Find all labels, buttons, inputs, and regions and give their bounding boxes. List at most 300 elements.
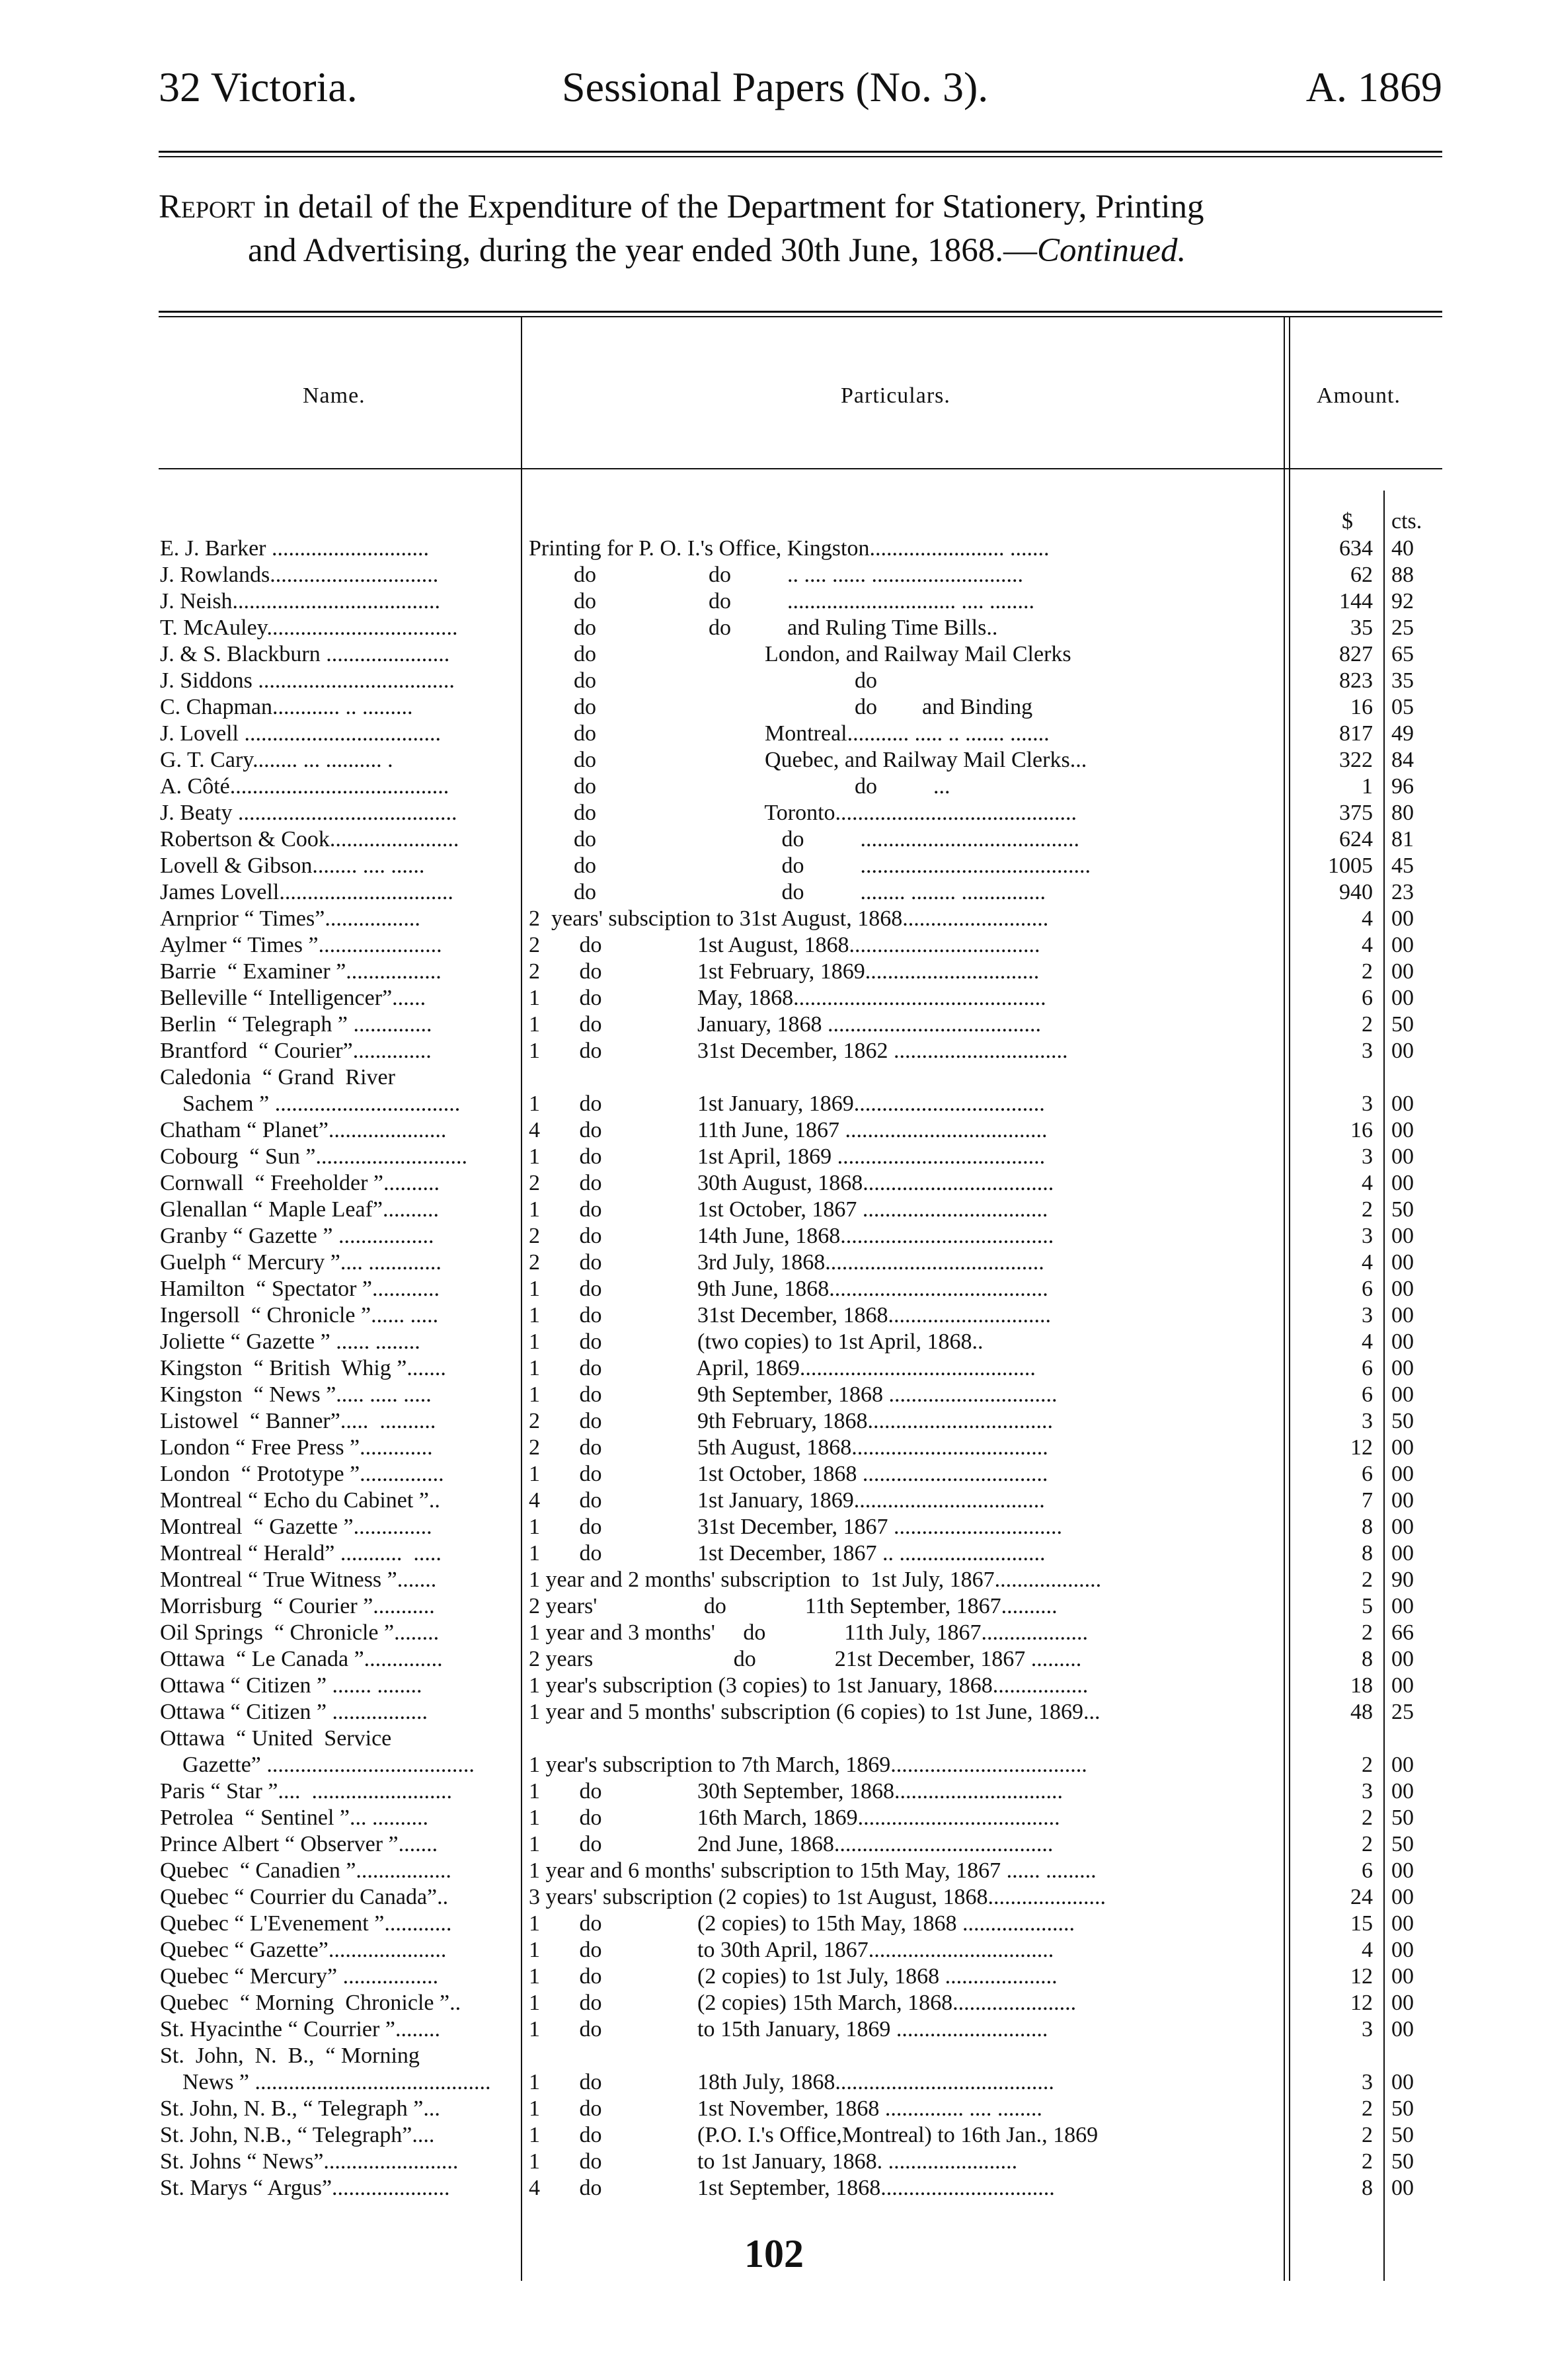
- payee-name: Guelph “ Mercury ”.... .............: [160, 1250, 442, 1275]
- amount-dollars: 8: [1362, 2176, 1373, 2200]
- particulars: do London, and Railway Mail Clerks: [529, 642, 1071, 666]
- amount-dollars: 2: [1362, 1197, 1373, 1222]
- payee-name: Montreal “ Gazette ”..............: [160, 1515, 432, 1539]
- payee-name: St. John, N. B., “ Morning: [160, 2043, 420, 2068]
- particulars: 1 do April, 1869..........................................: [529, 1356, 1036, 1380]
- amount-cents: 25: [1391, 615, 1414, 640]
- particulars: do do .........................................: [529, 853, 1091, 878]
- particulars: do do: [529, 668, 877, 693]
- amount-dollars: 322: [1339, 748, 1373, 772]
- particulars: 1 do 1st October, 1867 .................................: [529, 1197, 1048, 1222]
- amount-dollars: 2: [1362, 1805, 1373, 1830]
- payee-name-continued: Gazette” .....................................: [160, 1753, 475, 1777]
- particulars: 1 do to 30th April, 1867.................................: [529, 1938, 1054, 1962]
- payee-name: J. Lovell ...................................: [160, 721, 441, 746]
- amount-cents: 00: [1391, 1382, 1414, 1407]
- amount-cents: 66: [1391, 1620, 1414, 1645]
- amount-dollars: 7: [1362, 1488, 1373, 1513]
- table-row: [159, 1858, 1442, 1884]
- amount-dollars: 634: [1339, 536, 1373, 561]
- table-row: [159, 2149, 1442, 2175]
- amount-dollars: 1: [1362, 774, 1373, 799]
- payee-name: G. T. Cary........ ... .......... .: [160, 748, 393, 772]
- particulars: 2 do 3rd July, 1868.......................................: [529, 1250, 1044, 1275]
- particulars: 3 years' subscription (2 copies) to 1st August, 1868.....................: [529, 1885, 1106, 1909]
- particulars: 2 years' subsciption to 31st August, 1868..........................: [529, 906, 1049, 931]
- amount-cents: 00: [1391, 1144, 1414, 1169]
- amount-cents: 00: [1391, 1779, 1414, 1804]
- table-row: [159, 853, 1442, 879]
- table-row: [159, 1964, 1442, 1990]
- payee-name: Kingston “ British Whig ”.......: [160, 1356, 446, 1380]
- payee-name: J. Neish.....................................: [160, 589, 441, 614]
- particulars: 1 do 16th March, 1869....................................: [529, 1805, 1060, 1830]
- table-row: [159, 668, 1442, 694]
- amount-cents: 50: [1391, 1012, 1414, 1037]
- payee-name: Oil Springs “ Chronicle ”........: [160, 1620, 440, 1645]
- table-row: [159, 615, 1442, 641]
- amount-cents: 92: [1391, 589, 1414, 614]
- table-row: [159, 1223, 1442, 1250]
- amount-cents: 00: [1391, 1488, 1414, 1513]
- particulars: do do ........ ........ ...............: [529, 880, 1046, 904]
- table-row: [159, 1488, 1442, 1514]
- particulars: 2 do 1st February, 1869...............................: [529, 959, 1040, 984]
- payee-name: Glenallan “ Maple Leaf”..........: [160, 1197, 439, 1222]
- amount-cents: 00: [1391, 1039, 1414, 1063]
- table-row: [159, 721, 1442, 747]
- payee-name: Quebec “ Mercury” .................: [160, 1964, 439, 1989]
- payee-name: Barrie “ Examiner ”.................: [160, 959, 442, 984]
- table-row: [159, 1329, 1442, 1355]
- amount-dollars: 8: [1362, 1515, 1373, 1539]
- payee-name: Arnprior “ Times”.................: [160, 906, 420, 931]
- payee-name: Caledonia “ Grand River: [160, 1065, 395, 1090]
- particulars: do do .......................................: [529, 827, 1079, 852]
- payee-name-continued: News ” ..........................................: [160, 2070, 491, 2094]
- amount-cents: 50: [1391, 2096, 1414, 2121]
- payee-name: London “ Prototype ”...............: [160, 1462, 444, 1486]
- table-row: [159, 1038, 1442, 1064]
- payee-name: St. John, N.B., “ Telegraph”....: [160, 2123, 435, 2147]
- amount-cents: 00: [1391, 906, 1414, 931]
- particulars: 1 do January, 1868 ......................................: [529, 1012, 1042, 1037]
- amount-dollars: 823: [1339, 668, 1373, 693]
- particulars: 4 do 11th June, 1867 ....................................: [529, 1118, 1048, 1142]
- particulars: 1 do 1st January, 1869..................................: [529, 1091, 1045, 1116]
- table-row: [159, 1673, 1442, 1699]
- payee-name: Quebec “ Canadien ”.................: [160, 1858, 451, 1883]
- particulars: 2 do 14th June, 1868......................................: [529, 1224, 1054, 1248]
- table-row: [159, 588, 1442, 615]
- payee-name: E. J. Barker ............................: [160, 536, 430, 561]
- particulars: 1 do 31st December, 1868.............................: [529, 1303, 1052, 1328]
- payee-name: Quebec “ Courrier du Canada”..: [160, 1885, 449, 1909]
- header-sessional-papers: Sessional Papers (No. 3).: [562, 63, 989, 110]
- payee-name: Quebec “ Gazette”.....................: [160, 1938, 447, 1962]
- table-row: [159, 1382, 1442, 1408]
- table-row: [159, 774, 1442, 800]
- amount-dollars: 16: [1350, 695, 1373, 719]
- particulars: 1 year's subscription (3 copies) to 1st January, 1868.................: [529, 1673, 1089, 1698]
- amount-cents: 90: [1391, 1567, 1414, 1592]
- amount-cents: 88: [1391, 563, 1414, 587]
- amount-cents: 00: [1391, 2070, 1414, 2094]
- amount-dollars: 62: [1350, 563, 1373, 587]
- amount-dollars: 144: [1339, 589, 1373, 614]
- amount-dollars: 4: [1362, 906, 1373, 931]
- table-row: [159, 2175, 1442, 2202]
- table-row: [159, 1540, 1442, 1567]
- amount-dollars: 8: [1362, 1647, 1373, 1671]
- amount-cents: 35: [1391, 668, 1414, 693]
- payee-name: Ottawa “ Citizen ” .................: [160, 1700, 428, 1724]
- payee-name: J. Siddons ...................................: [160, 668, 455, 693]
- amount-dollars: 6: [1362, 986, 1373, 1010]
- table-row: [159, 1435, 1442, 1461]
- payee-name: Morrisburg “ Courier ”...........: [160, 1594, 435, 1618]
- payee-name: St. Johns “ News”........................: [160, 2149, 459, 2174]
- amount-dollars: 3: [1362, 1091, 1373, 1116]
- payee-name: J. Rowlands..............................: [160, 563, 439, 587]
- amount-dollars: 24: [1350, 1885, 1373, 1909]
- title-rule: [159, 311, 1442, 313]
- amount-dollars: 1005: [1328, 853, 1373, 878]
- payee-name: St. John, N. B., “ Telegraph ”...: [160, 2096, 440, 2121]
- header-session: 32 Victoria.: [159, 63, 358, 110]
- amount-dollars: 35: [1350, 615, 1373, 640]
- table-row: [159, 1144, 1442, 1170]
- amount-dollars: 6: [1362, 1277, 1373, 1301]
- particulars: 2 years' do 11th September, 1867..........: [529, 1594, 1058, 1618]
- table-row: [159, 1064, 1442, 1117]
- amount-dollars: 4: [1362, 1938, 1373, 1962]
- payee-name: Montreal “ Herald” ........... .....: [160, 1541, 442, 1566]
- amount-cents: 00: [1391, 1329, 1414, 1354]
- particulars: do Toronto...........................................: [529, 801, 1077, 825]
- particulars: 2 do 5th August, 1868...................................: [529, 1435, 1048, 1460]
- column-header-name: Name.: [303, 383, 366, 408]
- particulars: 1 year and 5 months' subscription (6 copies) to 1st June, 1869...: [529, 1700, 1101, 1724]
- table-row: [159, 1117, 1442, 1144]
- amount-cents: 45: [1391, 853, 1414, 878]
- table-row: [159, 1567, 1442, 1593]
- amount-cents: 00: [1391, 1911, 1414, 1936]
- amount-dollars: 5: [1362, 1594, 1373, 1618]
- amount-cents: 50: [1391, 1409, 1414, 1433]
- payee-name: J. Beaty .......................................: [160, 801, 457, 825]
- table-row: [159, 1461, 1442, 1488]
- amount-cents: 23: [1391, 880, 1414, 904]
- particulars: do do ...: [529, 774, 950, 799]
- particulars: 1 do May, 1868.............................................: [529, 986, 1046, 1010]
- particulars: 1 do 30th September, 1868..............................: [529, 1779, 1063, 1804]
- particulars: do do .............................. .... ........: [529, 589, 1034, 614]
- amount-cents: 80: [1391, 801, 1414, 825]
- table-row: [159, 1355, 1442, 1382]
- amount-cents: 00: [1391, 1118, 1414, 1142]
- payee-name: Hamilton “ Spectator ”............: [160, 1277, 440, 1301]
- table-row: [159, 985, 1442, 1012]
- particulars: 2 do 9th February, 1868.................................: [529, 1409, 1053, 1433]
- table-row: [159, 1911, 1442, 1937]
- table-row: [159, 536, 1442, 562]
- amount-dollars: 827: [1339, 642, 1373, 666]
- table-row: [159, 959, 1442, 985]
- table-row: [159, 2096, 1442, 2122]
- particulars: 1 do 1st October, 1868 .................................: [529, 1462, 1048, 1486]
- payee-name: Quebec “ L'Evenement ”............: [160, 1911, 452, 1936]
- payee-name: James Lovell...............................: [160, 880, 453, 904]
- amount-dollars: 48: [1350, 1700, 1373, 1724]
- payee-name: Ottawa “ Citizen ” ....... ........: [160, 1673, 422, 1698]
- particulars: 1 do 1st December, 1867 .. ..........................: [529, 1541, 1046, 1566]
- amount-dollars: 3: [1362, 1303, 1373, 1328]
- table-row: [159, 747, 1442, 774]
- header-rule-thin: [159, 156, 1442, 157]
- particulars: 1 do 9th September, 1868 ..............................: [529, 1382, 1058, 1407]
- amount-dollars: 4: [1362, 1329, 1373, 1354]
- particulars: do do and Ruling Time Bills..: [529, 615, 998, 640]
- amount-dollars: 3: [1362, 1144, 1373, 1169]
- amount-cents: 50: [1391, 1832, 1414, 1856]
- payee-name: Robertson & Cook.......................: [160, 827, 459, 852]
- particulars: do Quebec, and Railway Mail Clerks...: [529, 748, 1087, 772]
- table-row: [159, 826, 1442, 853]
- amount-dollars: 940: [1339, 880, 1373, 904]
- amount-cents: 00: [1391, 2176, 1414, 2200]
- payee-name: Prince Albert “ Observer ”.......: [160, 1832, 438, 1856]
- particulars: 1 year and 6 months' subscription to 15th May, 1867 ...... .........: [529, 1858, 1097, 1883]
- payee-name: Cobourg “ Sun ”...........................: [160, 1144, 467, 1169]
- payee-name: Brantford “ Courier”..............: [160, 1039, 432, 1063]
- column-header-particulars: Particulars.: [841, 383, 950, 408]
- particulars: 2 do 30th August, 1868..................................: [529, 1171, 1054, 1195]
- table-row: [159, 1805, 1442, 1831]
- particulars: 1 year and 3 months' do 11th July, 1867...................: [529, 1620, 1088, 1645]
- table-row: [159, 1170, 1442, 1197]
- table-row: [159, 2016, 1442, 2043]
- payee-name: Ingersoll “ Chronicle ”...... .....: [160, 1303, 439, 1328]
- amount-cents: 00: [1391, 1091, 1414, 1116]
- amount-dollars: 2: [1362, 2096, 1373, 2121]
- expenditure-table: [159, 317, 1442, 2281]
- table-row: [159, 1302, 1442, 1329]
- table-row: [159, 906, 1442, 932]
- amount-dollars: 6: [1362, 1356, 1373, 1380]
- amount-cents: 00: [1391, 1594, 1414, 1618]
- amount-dollars: 8: [1362, 1541, 1373, 1566]
- payee-name: Granby “ Gazette ” .................: [160, 1224, 434, 1248]
- table-row: [159, 1514, 1442, 1540]
- payee-name: Belleville “ Intelligencer”......: [160, 986, 426, 1010]
- amount-cents: 00: [1391, 1356, 1414, 1380]
- payee-name-continued: Sachem ” .................................: [160, 1091, 461, 1116]
- particulars: Printing for P. O. I.'s Office, Kingston........................ .......: [529, 536, 1050, 561]
- table-row: [159, 2043, 1442, 2096]
- amount-dollars: 3: [1362, 2070, 1373, 2094]
- amount-dollars: 2: [1362, 1012, 1373, 1037]
- amount-cents: 00: [1391, 1938, 1414, 1962]
- amount-cents: 00: [1391, 1647, 1414, 1671]
- column-head-rule: [159, 468, 1442, 469]
- particulars: 1 do (2 copies) to 15th May, 1868 ....................: [529, 1911, 1075, 1936]
- payee-name: C. Chapman............ .. .........: [160, 695, 413, 719]
- payee-name: Quebec “ Morning Chronicle ”..: [160, 1991, 461, 2015]
- table-row: [159, 1276, 1442, 1302]
- header-year: A. 1869: [1305, 63, 1442, 110]
- amount-dollars: 2: [1362, 1832, 1373, 1856]
- payee-name: Montreal “ True Witness ”.......: [160, 1567, 437, 1592]
- table-row: [159, 1593, 1442, 1620]
- amount-dollars: 624: [1339, 827, 1373, 852]
- amount-cents: 00: [1391, 1435, 1414, 1460]
- payee-name: London “ Free Press ”.............: [160, 1435, 433, 1460]
- amount-dollars: 2: [1362, 2123, 1373, 2147]
- amount-units-row: [159, 509, 1442, 536]
- amount-cents: 40: [1391, 536, 1414, 561]
- particulars: 1 do 1st April, 1869 .....................................: [529, 1144, 1046, 1169]
- table-row: [159, 1884, 1442, 1911]
- payee-name: Petrolea “ Sentinel ”... ..........: [160, 1805, 429, 1830]
- amount-cents: 65: [1391, 642, 1414, 666]
- amount-dollars: 6: [1362, 1858, 1373, 1883]
- amount-dollars: 16: [1350, 1118, 1373, 1142]
- table-row: [159, 1646, 1442, 1673]
- amount-cents: 50: [1391, 2123, 1414, 2147]
- amount-dollars: 6: [1362, 1382, 1373, 1407]
- payee-name: Chatham “ Planet”.....................: [160, 1118, 447, 1142]
- amount-dollars: 817: [1339, 721, 1373, 746]
- amount-dollars: 18: [1350, 1673, 1373, 1698]
- particulars: 1 do to 15th January, 1869 ...........................: [529, 2017, 1048, 2042]
- amount-cents: 50: [1391, 2149, 1414, 2174]
- amount-dollars: 6: [1362, 1462, 1373, 1486]
- amount-dollars: 3: [1362, 1779, 1373, 1804]
- running-header: [159, 63, 1442, 109]
- particulars: 1 do 31st December, 1867 ..............................: [529, 1515, 1063, 1539]
- page-number: 102: [744, 2232, 804, 2276]
- payee-name: Ottawa “ Le Canada ”..............: [160, 1647, 443, 1671]
- table-row: [159, 1726, 1442, 1778]
- amount-cents: 00: [1391, 933, 1414, 957]
- payee-name: J. & S. Blackburn ......................: [160, 642, 450, 666]
- amount-cents: 00: [1391, 986, 1414, 1010]
- amount-dollars: 2: [1362, 959, 1373, 984]
- amount-cents: 00: [1391, 1462, 1414, 1486]
- amount-dollars: 2: [1362, 2149, 1373, 2174]
- payee-name: T. McAuley..................................: [160, 615, 458, 640]
- amount-dollars: 2: [1362, 1620, 1373, 1645]
- payee-name: Paris “ Star ”.... .........................: [160, 1779, 452, 1804]
- payee-name: Ottawa “ United Service: [160, 1726, 392, 1751]
- particulars: 1 do 1st November, 1868 .............. .... ........: [529, 2096, 1042, 2121]
- amount-dollars: 12: [1350, 1964, 1373, 1989]
- particulars: 1 do (two copies) to 1st April, 1868..: [529, 1329, 984, 1354]
- amount-cents: 00: [1391, 959, 1414, 984]
- amount-cents: 00: [1391, 1673, 1414, 1698]
- table-row: [159, 1699, 1442, 1726]
- amount-dollars: 12: [1350, 1991, 1373, 2015]
- table-row: [159, 1408, 1442, 1435]
- particulars: 4 do 1st January, 1869..................................: [529, 1488, 1045, 1513]
- amount-cents: 00: [1391, 1303, 1414, 1328]
- amount-dollars: 3: [1362, 2017, 1373, 2042]
- amount-dollars: 15: [1350, 1911, 1373, 1936]
- amount-cents: 84: [1391, 748, 1414, 772]
- table-row: [159, 694, 1442, 721]
- header-rule: [159, 151, 1442, 153]
- title-lead: Report: [159, 188, 255, 225]
- payee-name: Lovell & Gibson........ .... ......: [160, 853, 425, 878]
- payee-name: St. Hyacinthe “ Courrier ”........: [160, 2017, 440, 2042]
- particulars: 1 do (P.O. I.'s Office,Montreal) to 16th Jan., 1869: [529, 2123, 1099, 2147]
- table-row: [159, 1012, 1442, 1038]
- particulars: 1 year's subscription to 7th March, 1869...................................: [529, 1753, 1087, 1777]
- table-row: [159, 562, 1442, 588]
- table-row: [159, 1937, 1442, 1964]
- amount-cents: 05: [1391, 695, 1414, 719]
- amount-cents: 00: [1391, 1753, 1414, 1777]
- payee-name: Aylmer “ Times ”......................: [160, 933, 442, 957]
- amount-cents: 96: [1391, 774, 1414, 799]
- payee-name: Kingston “ News ”..... ..... .....: [160, 1382, 432, 1407]
- payee-name: Joliette “ Gazette ” ...... ........: [160, 1329, 420, 1354]
- amount-cents: 00: [1391, 1250, 1414, 1275]
- table-row: [159, 1778, 1442, 1805]
- amount-dollars: 2: [1362, 1753, 1373, 1777]
- table-row: [159, 1990, 1442, 2016]
- table-row: [159, 1250, 1442, 1276]
- particulars: 1 do (2 copies) to 1st July, 1868 ....................: [529, 1964, 1058, 1989]
- amount-cents: 00: [1391, 1224, 1414, 1248]
- amount-dollars: 4: [1362, 1171, 1373, 1195]
- amount-cents: 50: [1391, 1805, 1414, 1830]
- amount-dollars: 3: [1362, 1409, 1373, 1433]
- column-header-amount: Amount.: [1317, 383, 1401, 408]
- particulars: 1 year and 2 months' subscription to 1st July, 1867...................: [529, 1567, 1102, 1592]
- amount-cents: 00: [1391, 1885, 1414, 1909]
- amount-dollars: 12: [1350, 1435, 1373, 1460]
- particulars: 2 do 1st August, 1868..................................: [529, 933, 1040, 957]
- table-row: [159, 2122, 1442, 2149]
- table-row: [159, 641, 1442, 668]
- payee-name: A. Côté.......................................: [160, 774, 449, 799]
- table-row: [159, 879, 1442, 906]
- amount-cents: 81: [1391, 827, 1414, 852]
- title-continued: Continued.: [1037, 232, 1186, 269]
- particulars: do do .. .... ...... ...........................: [529, 563, 1023, 587]
- amount-cents: 00: [1391, 2017, 1414, 2042]
- amount-dollars: 4: [1362, 1250, 1373, 1275]
- amount-dollars: 3: [1362, 1039, 1373, 1063]
- title-line2: and Advertising, during the year ended 30th June, 1868.—: [248, 232, 1038, 269]
- payee-name: Listowel “ Banner”..... ..........: [160, 1409, 436, 1433]
- payee-name: Montreal “ Echo du Cabinet ”..: [160, 1488, 440, 1513]
- particulars: 1 do 31st December, 1862 ...............................: [529, 1039, 1068, 1063]
- amount-dollars: 4: [1362, 933, 1373, 957]
- amount-cents: 00: [1391, 1541, 1414, 1566]
- amount-cents: 00: [1391, 1171, 1414, 1195]
- amount-cents: 00: [1391, 1858, 1414, 1883]
- particulars: 2 years do 21st December, 1867 .........: [529, 1647, 1082, 1671]
- payee-name: Berlin “ Telegraph ” ..............: [160, 1012, 432, 1037]
- particulars: do Montreal........... ..... .. ....... .......: [529, 721, 1050, 746]
- amount-cents: 50: [1391, 1197, 1414, 1222]
- table-row: [159, 800, 1442, 826]
- particulars: 1 do 18th July, 1868.......................................: [529, 2070, 1054, 2094]
- particulars: 1 do 9th June, 1868.......................................: [529, 1277, 1048, 1301]
